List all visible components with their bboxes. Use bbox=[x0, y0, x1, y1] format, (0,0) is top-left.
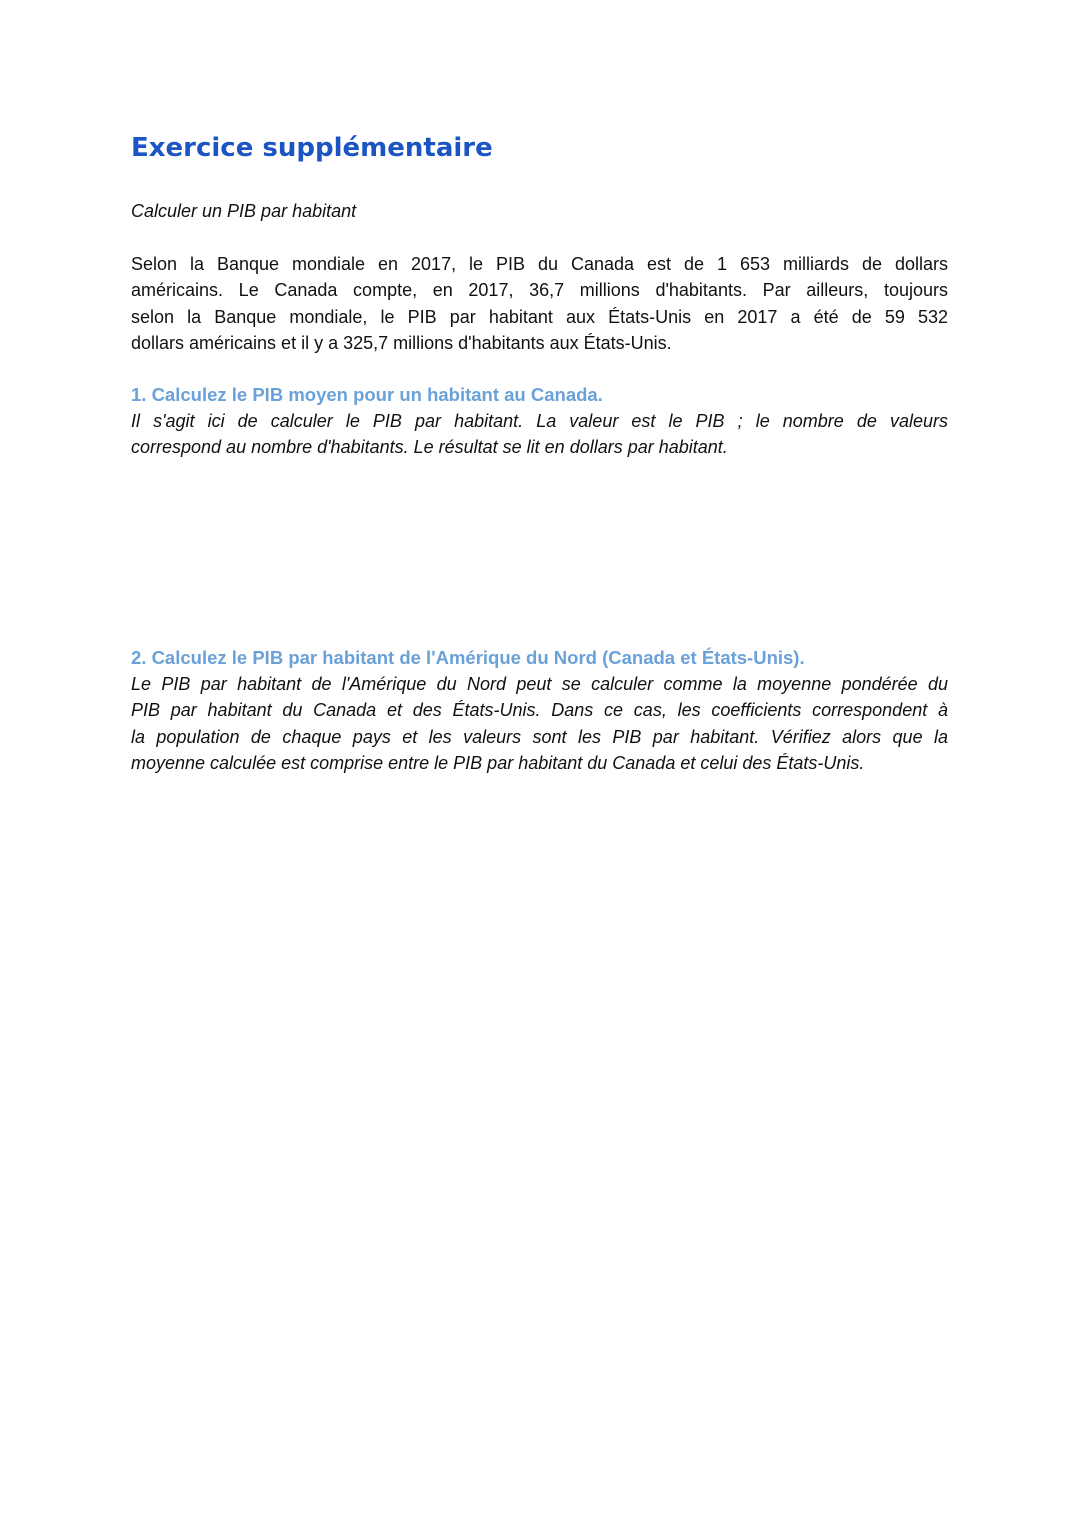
page-title: Exercice supplémentaire bbox=[131, 133, 493, 163]
hint-line: Il s'agit ici de calculer le PIB par habitant. La valeur est le PIB ; le nombre de valeurs bbox=[131, 411, 948, 431]
hint-line: PIB par habitant du Canada et des États-Unis. Dans ce cas, les coefficients correspondent à bbox=[131, 700, 948, 721]
intro-paragraph bbox=[131, 251, 948, 356]
intro-line: Selon la Banque mondiale en 2017, le PIB du Canada est de 1 653 milliards de dollars bbox=[131, 254, 948, 274]
hint-line: la population de chaque pays et les valeurs sont les PIB par habitant. Vérifiez alors que la bbox=[131, 726, 948, 747]
question-2-hint bbox=[131, 671, 948, 776]
intro-line: américains. Le Canada compte, en 2017, 36,7 millions d'habitants. Par ailleurs, toujours bbox=[131, 280, 948, 301]
intro-line: dollars américains et il y a 325,7 millions d'habitants aux États-Unis. bbox=[131, 332, 672, 353]
question-2-label: 2. Calculez le PIB par habitant de l'Amérique du Nord (Canada et États-Unis). bbox=[131, 647, 805, 668]
hint-line: moyenne calculée est comprise entre le PIB par habitant du Canada et celui des États-Unis. bbox=[131, 752, 865, 773]
document-page bbox=[131, 0, 948, 1525]
hint-line: Le PIB par habitant de l'Amérique du Nord peut se calculer comme la moyenne pondérée du bbox=[131, 674, 948, 694]
intro-line: selon la Banque mondiale, le PIB par habitant aux États-Unis en 2017 a été de 59 532 bbox=[131, 306, 948, 327]
exercise-subtitle: Calculer un PIB par habitant bbox=[131, 201, 357, 221]
hint-line: correspond au nombre d'habitants. Le résultat se lit en dollars par habitant. bbox=[131, 437, 728, 458]
question-1-label: 1. Calculez le PIB moyen pour un habitant au Canada. bbox=[131, 384, 603, 405]
question-1-hint bbox=[131, 408, 948, 461]
